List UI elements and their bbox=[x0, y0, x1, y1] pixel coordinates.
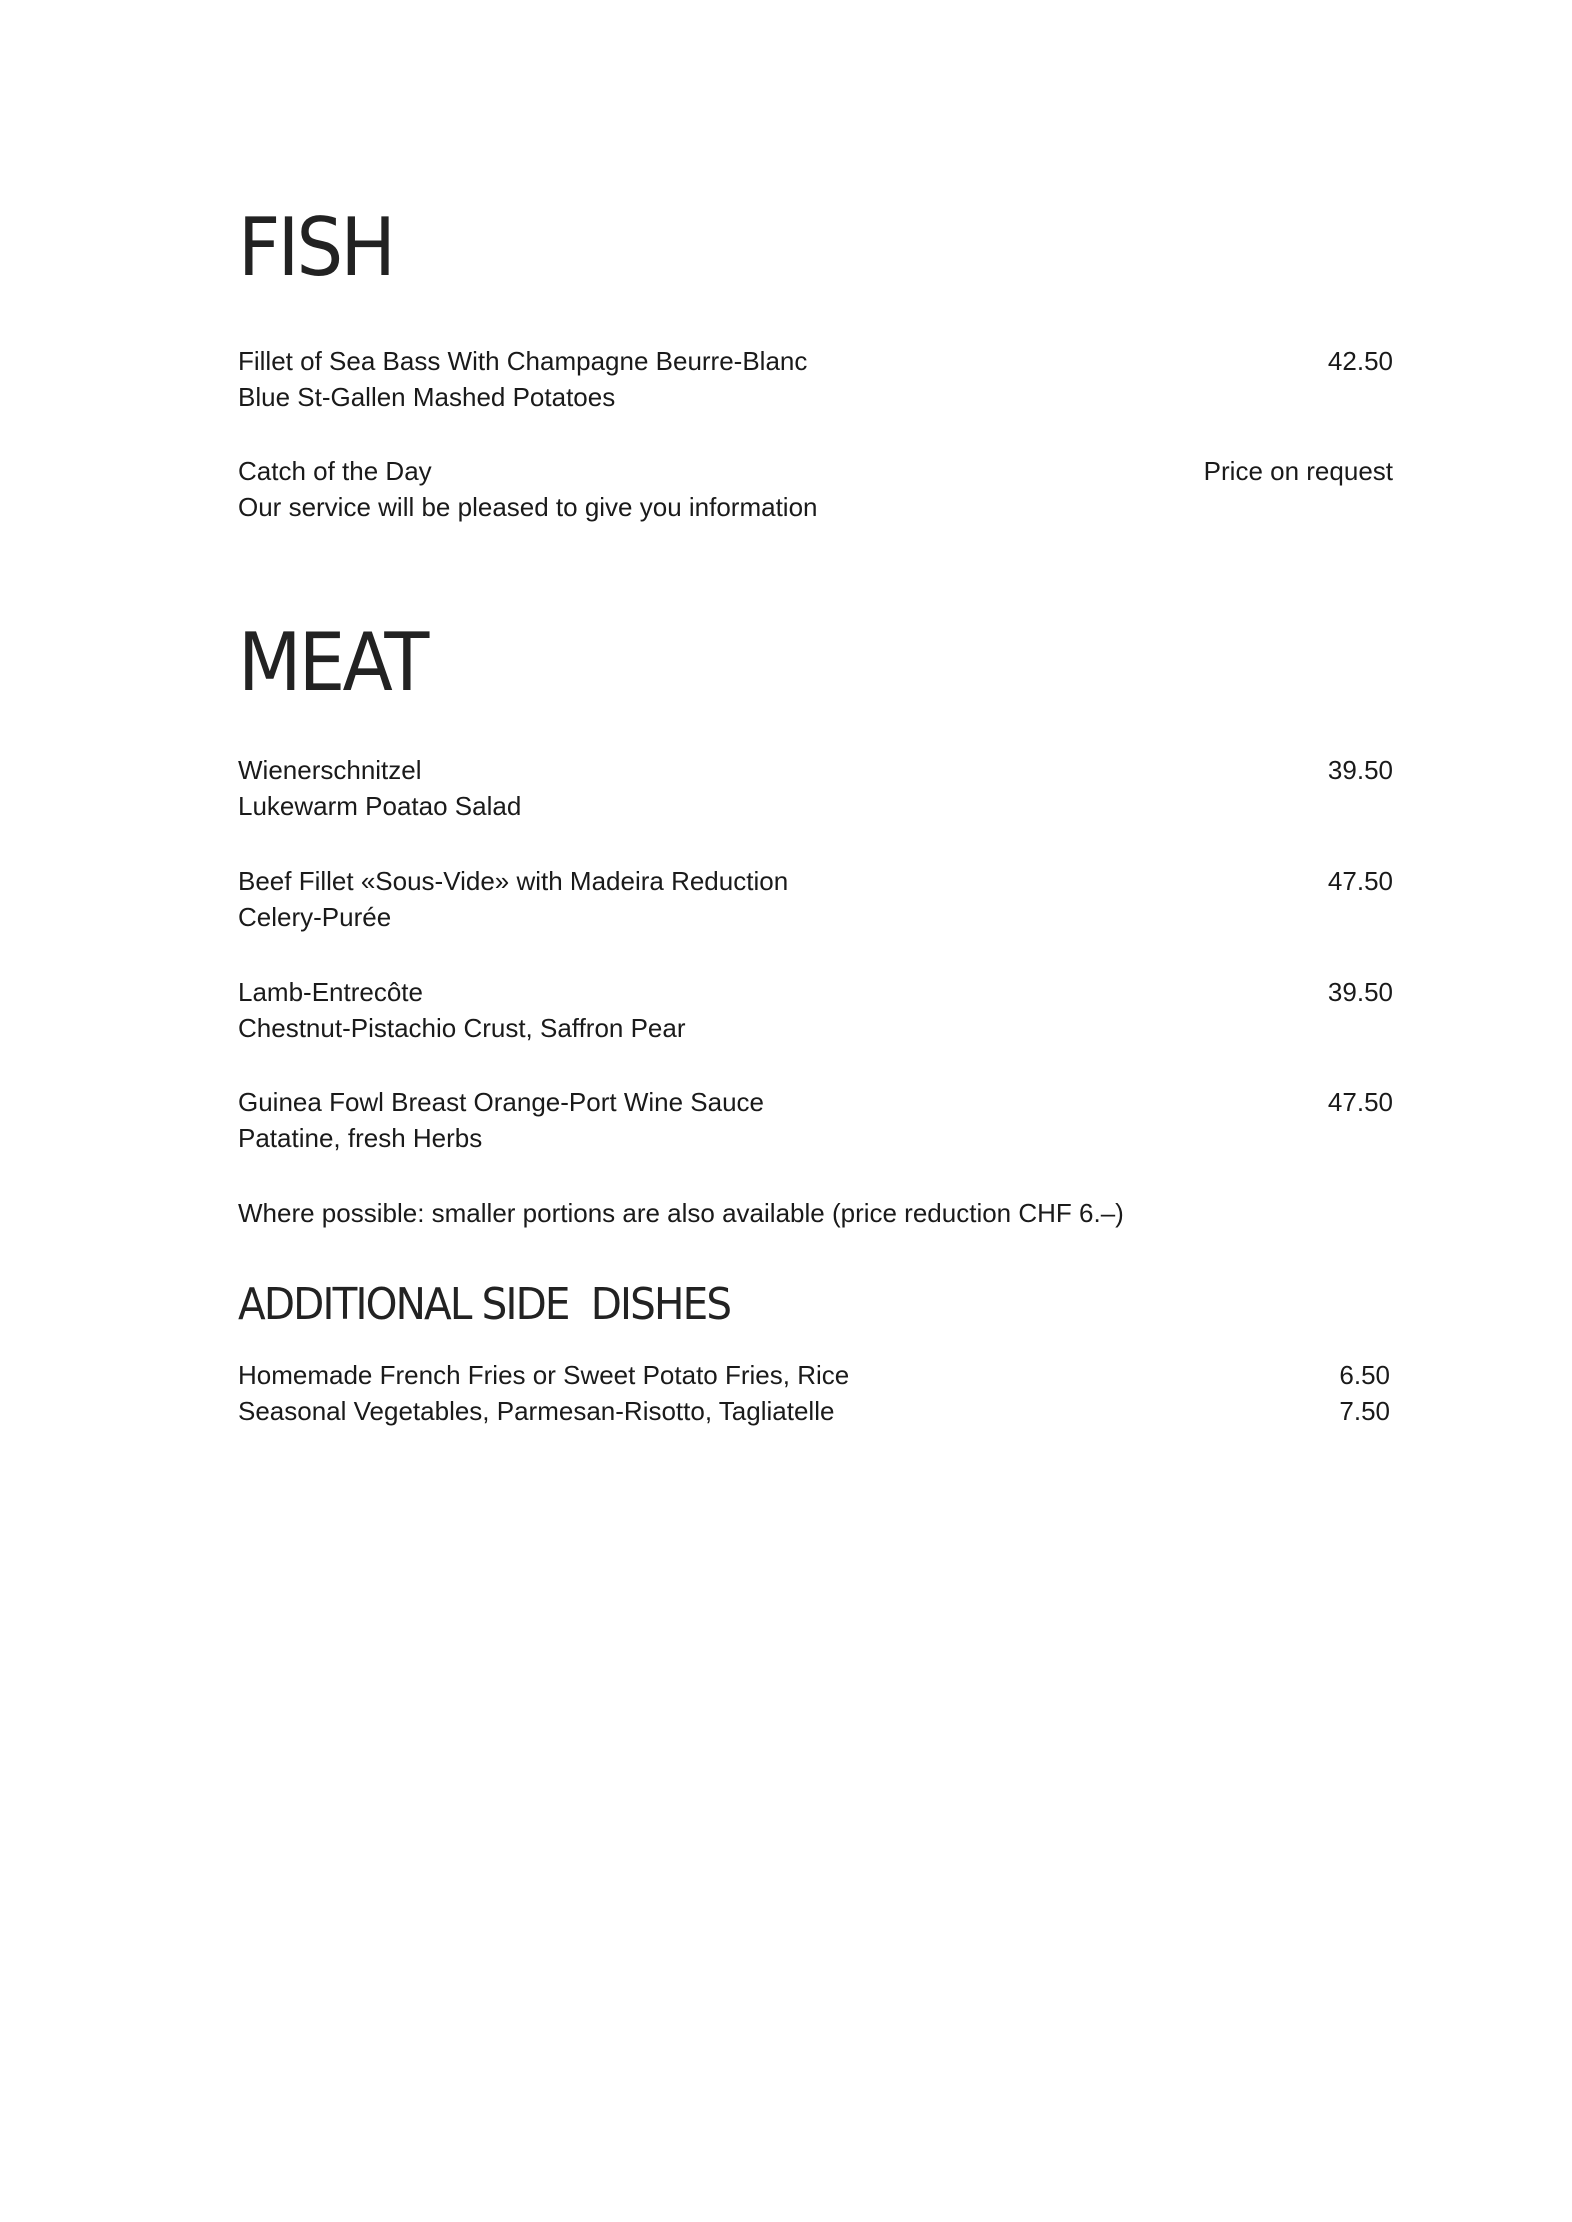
side-dish-item bbox=[238, 1357, 1390, 1393]
item-price: 39.50 bbox=[1327, 755, 1393, 785]
item-name: Seasonal Vegetables, Parmesan-Risotto, Tagliatelle bbox=[238, 1396, 835, 1426]
item-description: Lukewarm Poatao Salad bbox=[238, 791, 522, 821]
menu-item bbox=[238, 974, 1393, 1046]
item-price: 7.50 bbox=[1339, 1396, 1390, 1426]
item-price: 39.50 bbox=[1327, 977, 1393, 1007]
menu-item bbox=[238, 453, 1393, 525]
item-description: Chestnut-Pistachio Crust, Saffron Pear bbox=[238, 1013, 686, 1043]
item-price: 42.50 bbox=[1327, 346, 1393, 376]
item-description: Blue St-Gallen Mashed Potatoes bbox=[238, 382, 616, 412]
item-description: Patatine, fresh Herbs bbox=[238, 1123, 483, 1153]
item-description: Celery-Purée bbox=[238, 902, 392, 932]
item-name: Homemade French Fries or Sweet Potato Fries, Rice bbox=[238, 1360, 850, 1390]
menu-item bbox=[238, 752, 1393, 824]
section-title-sides: ADDITIONAL SIDE DISHES bbox=[238, 1279, 731, 1330]
item-price: 47.50 bbox=[1327, 1087, 1393, 1117]
item-price: Price on request bbox=[1203, 456, 1393, 486]
item-name: Guinea Fowl Breast Orange-Port Wine Sauce bbox=[238, 1087, 765, 1117]
item-name: Beef Fillet «Sous-Vide» with Madeira Reduction bbox=[238, 866, 789, 896]
side-dishes-list bbox=[238, 1357, 1390, 1429]
portion-note: Where possible: smaller portions are also available (price reduction CHF 6.–) bbox=[238, 1198, 1124, 1228]
section-title-fish: FISH bbox=[238, 201, 394, 294]
item-name: Fillet of Sea Bass With Champagne Beurre-Blanc bbox=[238, 346, 808, 376]
menu-item bbox=[238, 343, 1393, 415]
menu-item bbox=[238, 1084, 1393, 1156]
item-name: Catch of the Day bbox=[238, 456, 432, 486]
item-name: Wienerschnitzel bbox=[238, 755, 422, 785]
item-price: 6.50 bbox=[1339, 1360, 1390, 1390]
item-price: 47.50 bbox=[1327, 866, 1393, 896]
section-title-meat: MEAT bbox=[238, 616, 427, 709]
item-description: Our service will be pleased to give you information bbox=[238, 492, 818, 522]
menu-item bbox=[238, 863, 1393, 935]
item-name: Lamb-Entrecôte bbox=[238, 977, 423, 1007]
side-dish-item bbox=[238, 1393, 1390, 1429]
